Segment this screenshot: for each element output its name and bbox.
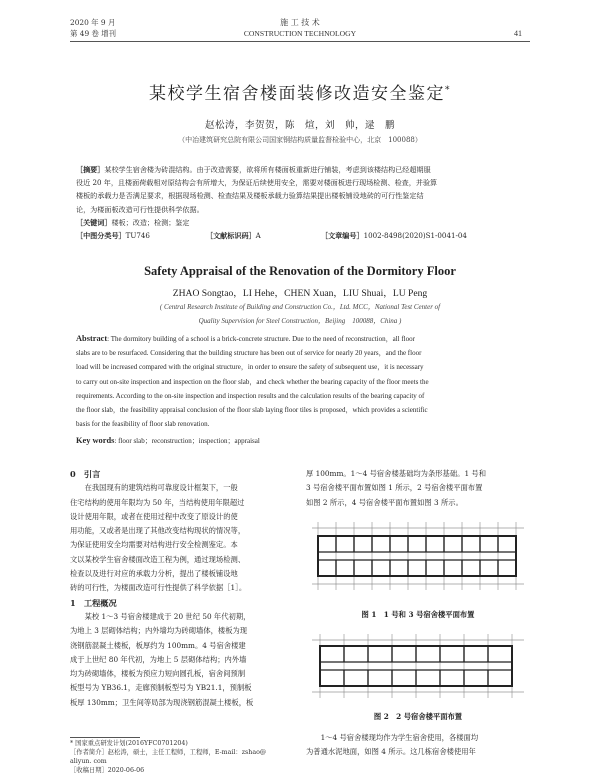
- affiliation-en-1: ( Central Research Institute of Building and Construction Co.，Ltd. MCC，National Test Center of: [159, 303, 441, 311]
- title-cn: [0, 79, 600, 104]
- title-cn-text: 某校学生宿舍楼面装修改造安全鉴定: [149, 84, 445, 104]
- keywords-en: Key words: floor slab；reconstruction；inspection；appraisal: [76, 436, 260, 446]
- figure-2-plan: [306, 630, 530, 702]
- footnote: * 国家重点研发计划(2016YFC0701204) ［作者简介］赵松涛，硕士，主任工程师，工程师，E-mail：zshao@ aliyun. com ［收稿日期］2020-06-06: [70, 740, 267, 774]
- figure-1-drawing: [306, 516, 530, 596]
- abstract-cn-line-3: 楼板的承载力是否满足要求，根据现场检测、检查结果及楼板承载力验算结果提出楼板铺设地砖的可行性鉴定结: [76, 191, 424, 201]
- title-footnote-mark: *: [445, 85, 451, 96]
- classification-row: ［中图分类号］TU746 ［文献标识码］A ［文章编号］1002-8498(2020)S1-0041-04: [76, 231, 467, 241]
- authors-cn: 赵松涛，李贺贺，陈 煊，刘 帅，逯 鹏: [204, 120, 395, 131]
- right-column-bottom: 1～4 号宿舍楼现均作为学生宿舍使用，各楼面均 为普通水泥地面，如图 4 所示。这几栋宿舍楼使用年: [306, 733, 479, 757]
- authors-en: ZHAO Songtao，LI Hehe，CHEN Xuan，LIU Shuai，LU Peng: [172, 288, 428, 299]
- overview-paragraph: 某校 1～3 号宿舍楼建成于 20 世纪 50 年代初期， 为地上 3 层砌体结构；内外墙均为砖砌墙体，楼板为现 浇钢筋混凝土楼板，板厚约为 100mm。4 号宿舍楼建 成于上世纪 80 年代初，为地上 5 层砌体结构；内外墙 均为砖砌墙体，楼板为预应力短向圆孔板，宿舍间预制 板型号为 YB36.1，走廊预制板型号为 YB21.1，预制板 板厚 130mm；卫生间等局部为现浇钢筋混凝土楼板，板: [70, 611, 254, 707]
- abstract-cn: [76, 163, 526, 242]
- footnote-rule: [70, 737, 140, 738]
- figure-2-drawing: [306, 630, 530, 702]
- header-journal-cn: 施 工 技 术: [280, 18, 320, 27]
- keywords-cn: ［关键词］楼板；改造；检测；鉴定: [76, 217, 190, 227]
- right-column-top: 厚 100mm。1～4 号宿舍楼基础均为条形基础。1 号和 3 号宿舍楼平面布置如图 1 所示，2 号宿舍楼平面布置 如图 2 所示，4 号宿舍楼平面布置如图 3 所示。: [306, 469, 486, 507]
- header-date: 2020 年 9 月: [70, 18, 116, 27]
- header-volume: 第 49 卷 增刊: [70, 29, 117, 38]
- abstract-en: Abstract: The dormitory building of a school is a brick-concrete structure. Due to the need of reconstruction，all floor slabs are to be resurfaced. Considering that the building structure has been out of service for nearly 20 years，and the floor load will be increased compared with the original structure，in order to ensure the safety of subsequent use，it is necessary to carry out on-site inspection and inspection on the floor slab，and check whether the bearing capacity of the floor meets the requirements. According to the on-site inspection and inspection results and the calculation results of the bearing capacity of the floor slab，the feasibility appraisal conclusion of the floor slab laying floor tiles is proposed，which provides a scientific basis for the feasibility of floor slab renovation. Key words: floor slab；reconstruction；inspection；appraisal: [76, 332, 530, 449]
- title-en: Safety Appraisal of the Renovation of the Dormitory Floor: [144, 264, 456, 278]
- header-rule: [70, 41, 530, 42]
- figure-2-caption: 图 2 2 号宿舍楼平面布置: [373, 712, 463, 721]
- section-1-title: 1 工程概况: [70, 597, 117, 608]
- affiliation-cn: （中冶建筑研究总院有限公司国家钢结构质量监督检验中心，北京 100088）: [178, 136, 422, 144]
- abstract-en-label: Abstract: [76, 334, 108, 343]
- figure-1-caption: 图 1 1 号和 3 号宿舍楼平面布置: [361, 610, 475, 619]
- abstract-cn-line-1: ［摘要］某校学生宿舍楼为砖混结构。由于改造需要，欲将所有楼面板重新进行铺装，考虑到该楼结构已经超期服: [76, 165, 431, 174]
- abstract-cn-line-4: 论，为楼面板改造可行性提供科学依据。: [76, 204, 204, 214]
- intro-paragraph: 在我国现有的建筑结构可靠度设计框架下，一般 住宅结构的使用年限均为 50 年，当结构使用年限超过 设计使用年限，或者在使用过程中改变了原设计的使 用功能，又或者是出现了其他改变结构现状的情况等， 为保证使用安全均需要对结构进行安全检测鉴定。本 文以某校学生宿舍楼面改造工程为例，通过现场检测、 检查以及进行对应的承载力分析，提出了楼板铺设地 砖的可行性，为楼面改造可行性提供了科学依据［1］。: [70, 483, 247, 593]
- page-number: 41: [514, 29, 522, 38]
- abstract-cn-line-2: 役近 20 年，且楼面荷载相对原结构会有所增大，为保证后续使用安全，需要对楼面板进行现场检测、检查，并验算: [76, 178, 438, 188]
- header-journal-en: CONSTRUCTION TECHNOLOGY: [243, 29, 357, 38]
- affiliation-en-2: Quality Supervision for Steel Construction，Beijing 100088，China ): [198, 317, 402, 325]
- left-column: [70, 467, 294, 710]
- abstract-cn-label: ［摘要］: [76, 165, 105, 174]
- section-0-title: 0 引言: [70, 469, 101, 479]
- figure-1-plan: [306, 516, 530, 596]
